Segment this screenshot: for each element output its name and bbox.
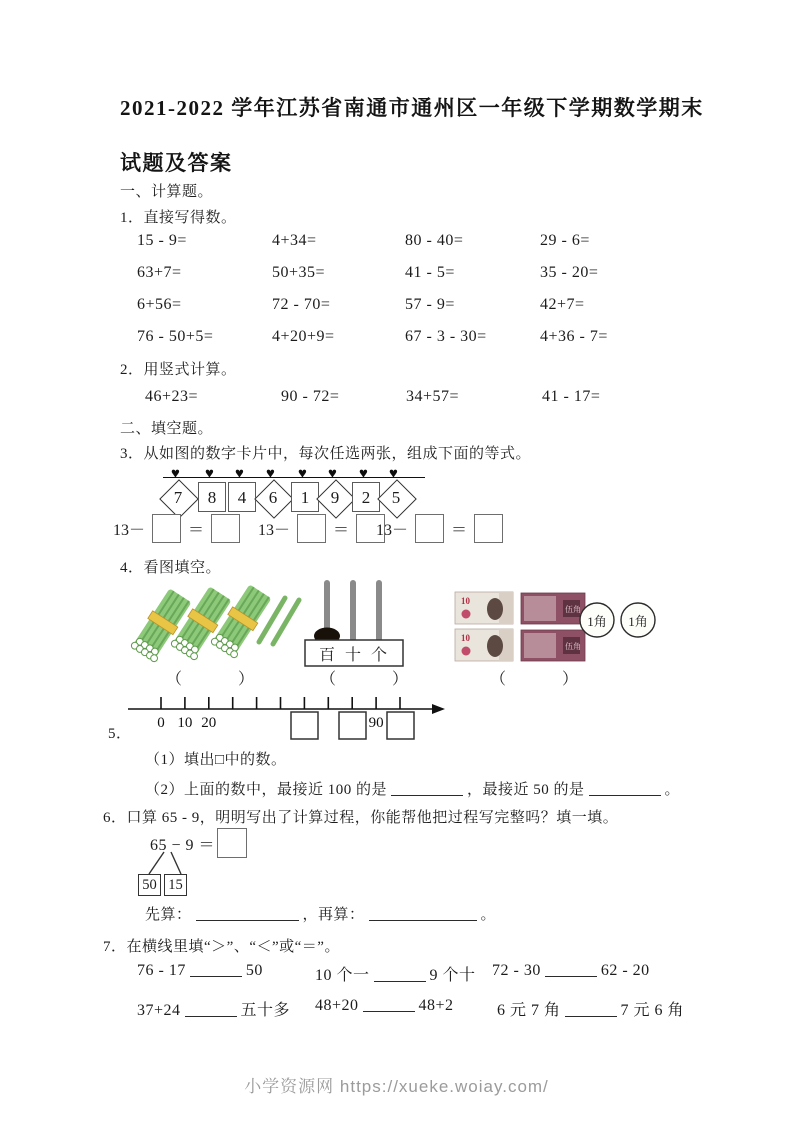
answer-blank[interactable] <box>391 781 463 796</box>
number-card <box>159 478 197 518</box>
answer-box[interactable] <box>291 712 318 739</box>
equation-lhs: 13－ <box>113 522 146 539</box>
equation-13-minus <box>113 514 240 543</box>
comparison-left: 6 元 7 角 <box>497 1002 561 1019</box>
math-problem: 80 - 40= <box>405 232 464 249</box>
math-problem: 34+57= <box>406 388 460 405</box>
math-problem: 4+34= <box>272 232 317 249</box>
answer-box[interactable] <box>415 514 444 543</box>
math-problem: 72 - 70= <box>272 296 331 313</box>
footer-watermark: 小学资源网 https://xueke.woiay.com/ <box>244 1077 549 1096</box>
coin-1-jiao-image <box>580 603 614 637</box>
comparison-left: 76 - 17 <box>137 962 186 979</box>
heart-clip-icon: ♥ <box>359 466 368 482</box>
page-title-line1: 2021-2022 学年江苏省南通市通州区一年级下学期数学期末 <box>120 96 704 120</box>
math-problem: 4+36 - 7= <box>540 328 608 345</box>
answer-blank[interactable] <box>374 967 426 982</box>
q7-label: 7．在横线里填“＞”、“＜”或“＝”。 <box>103 939 340 955</box>
math-problem: 4+20+9= <box>272 328 335 345</box>
abacus-column-label: 十 <box>344 647 362 664</box>
answer-box[interactable] <box>297 514 326 543</box>
comparison-right: 50 <box>245 962 263 979</box>
card-number: 6 <box>268 488 278 507</box>
answer-box[interactable] <box>152 514 181 543</box>
card-number: 7 <box>173 488 183 507</box>
abacus-column-label: 百 <box>318 647 336 664</box>
comparison-item <box>315 962 476 985</box>
answer-blank[interactable] <box>196 906 299 921</box>
q5-sub1: （1）填出□中的数。 <box>145 752 287 768</box>
equals-sign: ＝ <box>451 522 468 539</box>
comparison-item <box>497 997 684 1020</box>
abacus-rod <box>350 580 356 642</box>
card-number: 4 <box>237 488 247 507</box>
q1-label: 1．直接写得数。 <box>120 210 237 226</box>
comparison-left: 37+24 <box>137 1002 181 1019</box>
comparison-item <box>137 962 263 980</box>
branch-lines <box>140 850 200 876</box>
math-problem: 50+35= <box>272 264 326 281</box>
q3-label: 3．从如图的数字卡片中，每次任选两张，组成下面的等式。 <box>120 446 532 462</box>
equation-lhs: 13－ <box>258 522 291 539</box>
single-stick <box>273 600 299 644</box>
abacus-rod <box>376 580 382 642</box>
answer-blank[interactable] <box>545 962 597 977</box>
heart-clip-icon: ♥ <box>266 466 275 482</box>
answer-blank[interactable] <box>185 1002 237 1017</box>
card-number: 8 <box>207 488 217 507</box>
number-card <box>377 478 415 518</box>
equation-13-minus <box>258 514 385 543</box>
banknote-10-label: 10 <box>461 596 470 606</box>
comparison-item <box>315 997 454 1015</box>
answer-parentheses[interactable]: （ ） <box>490 671 581 688</box>
card-number: 5 <box>391 488 401 507</box>
answer-parentheses[interactable]: （ ） <box>166 671 257 688</box>
heart-clip-icon: ♥ <box>171 466 180 482</box>
q6-label: 6．口算 65 - 9，明明写出了计算过程，你能帮他把过程写完整吗？填一填。 <box>103 810 619 826</box>
answer-box[interactable] <box>211 514 240 543</box>
answer-parentheses[interactable]: （ ） <box>320 671 411 688</box>
comparison-right: 9 个十 <box>429 967 476 984</box>
math-problem: 63+7= <box>137 264 182 281</box>
tick-label: 0 <box>157 715 165 731</box>
q5-sub2-text-c: 。 <box>664 782 681 798</box>
math-problem: 6+56= <box>137 296 182 313</box>
math-problem: 76 - 50+5= <box>137 328 214 345</box>
number-line <box>120 692 452 746</box>
math-problem: 42+7= <box>540 296 585 313</box>
math-problem: 35 - 20= <box>540 264 599 281</box>
banknote-5jiao-label: 伍角 <box>565 605 581 614</box>
heart-clip-icon: ♥ <box>205 466 214 482</box>
answer-blank[interactable] <box>589 781 661 796</box>
part-box: 15 <box>164 874 187 896</box>
comparison-left: 10 个一 <box>315 967 370 984</box>
banknote-5jiao-label: 伍角 <box>565 642 581 651</box>
q5-sub2-text-b: ，最接近 50 的是 <box>467 782 585 798</box>
comparison-right: 48+2 <box>418 997 454 1014</box>
section-heading-fill-blank: 二、填空题。 <box>120 421 214 437</box>
number-line-ticks <box>161 697 400 709</box>
comparison-right: 7 元 6 角 <box>620 1002 685 1019</box>
coin-1-jiao-image <box>621 603 655 637</box>
banknote-5-jiao-image <box>521 593 585 624</box>
number-line-arrow-icon <box>432 704 445 714</box>
math-problem: 67 - 3 - 30= <box>405 328 487 345</box>
answer-box[interactable] <box>387 712 414 739</box>
answer-box[interactable] <box>474 514 503 543</box>
comparison-right: 62 - 20 <box>600 962 650 979</box>
period-text: 。 <box>480 907 497 923</box>
equation-13-minus <box>376 514 503 543</box>
math-problem: 29 - 6= <box>540 232 590 249</box>
abacus-image <box>298 576 410 670</box>
answer-blank[interactable] <box>565 1002 617 1017</box>
sticks-bundles-image <box>120 578 302 670</box>
banknote-10-yuan-image <box>455 592 513 624</box>
card-number: 9 <box>330 488 340 507</box>
math-problem: 90 - 72= <box>281 388 340 405</box>
q4-label: 4．看图填空。 <box>120 560 222 576</box>
heart-clip-icon: ♥ <box>298 466 307 482</box>
math-problem: 41 - 5= <box>405 264 455 281</box>
equals-sign: ＝ <box>188 522 205 539</box>
banknote-10-label: 10 <box>461 633 470 643</box>
q5-sub2 <box>145 778 680 799</box>
abacus-column-label: 个 <box>370 647 388 664</box>
answer-box[interactable] <box>217 828 247 858</box>
math-problem: 15 - 9= <box>137 232 187 249</box>
page-title-line2: 试题及答案 <box>120 151 233 175</box>
diagram-expression: 65 − 9 ＝ <box>150 837 216 854</box>
card-number: 2 <box>361 488 371 507</box>
money-image <box>450 590 665 665</box>
answer-box[interactable] <box>339 712 366 739</box>
comparison-left: 72 - 30 <box>492 962 541 979</box>
answer-blank[interactable] <box>190 962 242 977</box>
comparison-right: 五十多 <box>240 1002 291 1019</box>
math-problem: 57 - 9= <box>405 296 455 313</box>
math-problem: 46+23= <box>145 388 199 405</box>
tick-label: 20 <box>201 715 217 731</box>
heart-clip-icon: ♥ <box>235 466 244 482</box>
then-calc-label: ，再算： <box>302 907 365 923</box>
decomposition-diagram <box>140 828 370 900</box>
q6-answer-line <box>145 903 496 924</box>
q5-sub2-text-a: （2）上面的数中，最接近 100 的是 <box>145 782 388 798</box>
heart-clip-icon: ♥ <box>389 466 398 482</box>
math-problem: 41 - 17= <box>542 388 601 405</box>
equals-sign: ＝ <box>333 522 350 539</box>
q5-label: 5． <box>108 726 132 742</box>
coin-label: 1角 <box>628 614 648 629</box>
first-calc-label: 先算： <box>145 907 192 923</box>
card-number: 1 <box>300 488 310 507</box>
comparison-item <box>137 997 290 1020</box>
tick-label: 90 <box>368 715 384 731</box>
answer-blank[interactable] <box>369 906 477 921</box>
section-heading-calculation: 一、计算题。 <box>120 184 214 200</box>
heart-clip-icon: ♥ <box>328 466 337 482</box>
banknote-10-yuan-image <box>455 629 513 661</box>
coin-label: 1角 <box>587 614 607 629</box>
comparison-left: 48+20 <box>315 997 359 1014</box>
tick-label: 10 <box>177 715 193 731</box>
answer-blank[interactable] <box>363 997 415 1012</box>
equation-lhs: 13－ <box>376 522 409 539</box>
comparison-item <box>492 962 650 980</box>
q2-label: 2．用竖式计算。 <box>120 362 237 378</box>
part-box: 50 <box>138 874 161 896</box>
banknote-5-jiao-image <box>521 630 585 661</box>
